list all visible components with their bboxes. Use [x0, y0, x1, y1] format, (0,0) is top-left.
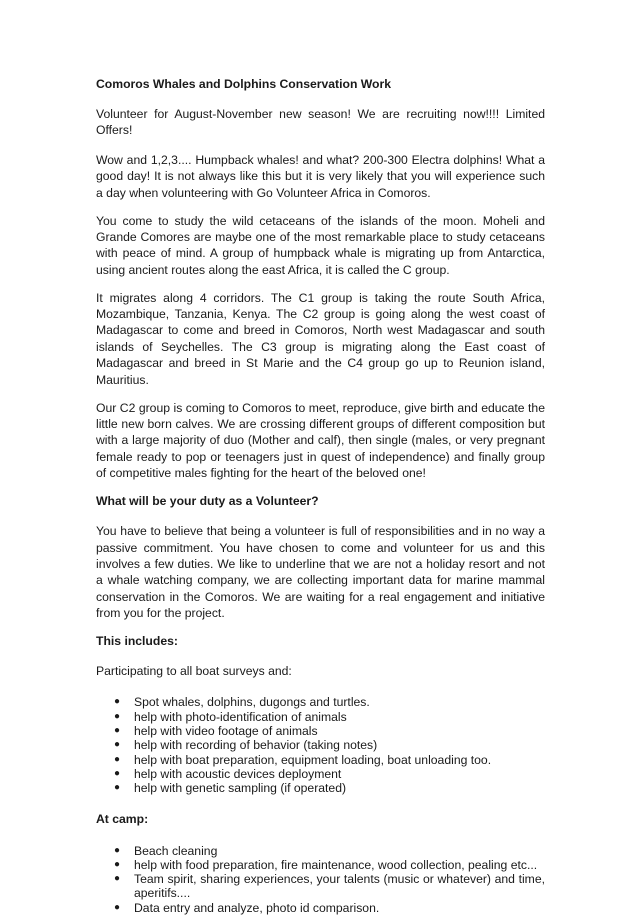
list-item: ● help with boat preparation, equipment loading, boat unloading too. — [114, 752, 492, 767]
bullet-icon: ● — [114, 858, 121, 870]
duty-paragraph: You have to believe that being a volunteer is full of responsibilities and in no way a passive commitment. You have chosen to come and volunteer for us and this involves a few duties. We like to underline that we are not a holiday resort and not a whale watching company, we are collecting important data for marine mammal conservation in the Comoros. We are waiting for a real engagement and initiative from you for the project. — [96, 524, 545, 621]
bullet-icon: ● — [114, 901, 121, 913]
bullet-icon: ● — [114, 873, 121, 885]
list-item: ● help with acoustic devices deployment — [114, 766, 342, 781]
intro-paragraph: Wow and 1,2,3.... Humpback whales! and what? 200-300 Electra dolphins! What a good day! It is not always like this but it is very likely that you will experience such a day when volunteering with Go Volunteer Africa in Comoros. — [96, 152, 545, 200]
list-item: ● help with food preparation, fire maintenance, wood collection, pealing etc... — [114, 857, 538, 872]
document-title: Comoros Whales and Dolphins Conservation Work — [96, 77, 392, 91]
camp-heading: At camp: — [96, 811, 149, 826]
bullet-icon: ● — [114, 725, 121, 737]
boat-intro: Participating to all boat surveys and: — [96, 664, 292, 679]
list-item: ● Team spirit, sharing experiences, your talents (music or whatever) and time, aperitifs.... — [114, 872, 545, 901]
list-item: ● Spot whales, dolphins, dugongs and turtles. — [114, 695, 370, 710]
bullet-icon: ● — [114, 739, 121, 751]
includes-heading: This includes: — [96, 634, 178, 649]
bullet-icon: ● — [114, 844, 121, 856]
list-item: ● Data entry and analyze, photo id comparison. — [114, 900, 380, 915]
bullet-icon: ● — [114, 767, 121, 779]
list-item: ● help with video footage of animals — [114, 724, 318, 739]
bullet-icon: ● — [114, 696, 121, 708]
c2-group-paragraph: Our C2 group is coming to Comoros to meet, reproduce, give birth and educate the little new born calves. We are crossing different groups of different composition but with a large majority of duo (Mother and calf), then single (males, or very pregnant female ready to pop or teenagers just in quest of independence) and finally group of competitive males fighting for the heart of the beloved one! — [96, 400, 545, 481]
bullet-icon: ● — [114, 753, 121, 765]
study-paragraph: You come to study the wild cetaceans of the islands of the moon. Moheli and Grande Comores are maybe one of the most remarkable place to study cetaceans with peace of mind. A group of humpback whale is migrating up from Antarctica, using ancient routes along the east Africa, it is called the C group. — [96, 213, 545, 277]
list-item: ● help with recording of behavior (taking notes) — [114, 738, 378, 753]
list-item: ● Beach cleaning — [114, 843, 218, 858]
camp-duties-list — [96, 844, 545, 915]
list-item: ● help with genetic sampling (if operated) — [114, 781, 347, 796]
duty-heading: What will be your duty as a Volunteer? — [96, 494, 319, 509]
corridors-paragraph: It migrates along 4 corridors. The C1 group is taking the route South Africa, Mozambique, Tanzania, Kenya. The C2 group is going along the west coast of Madagascar to come and breed in Comoros, North west Madagascar and south islands of Seychelles. The C3 group is migrating along the East coast of Madagascar and breed in St Marie and the C4 group go up to Reunion island, Mauritius. — [96, 290, 545, 387]
bullet-icon: ● — [114, 710, 121, 722]
recruiting-paragraph: Volunteer for August-November new season! We are recruiting now!!!! Limited Offers! — [96, 107, 545, 138]
list-item: ● help with photo-identification of animals — [114, 709, 347, 724]
boat-duties-list — [96, 695, 545, 795]
bullet-icon: ● — [114, 782, 121, 794]
